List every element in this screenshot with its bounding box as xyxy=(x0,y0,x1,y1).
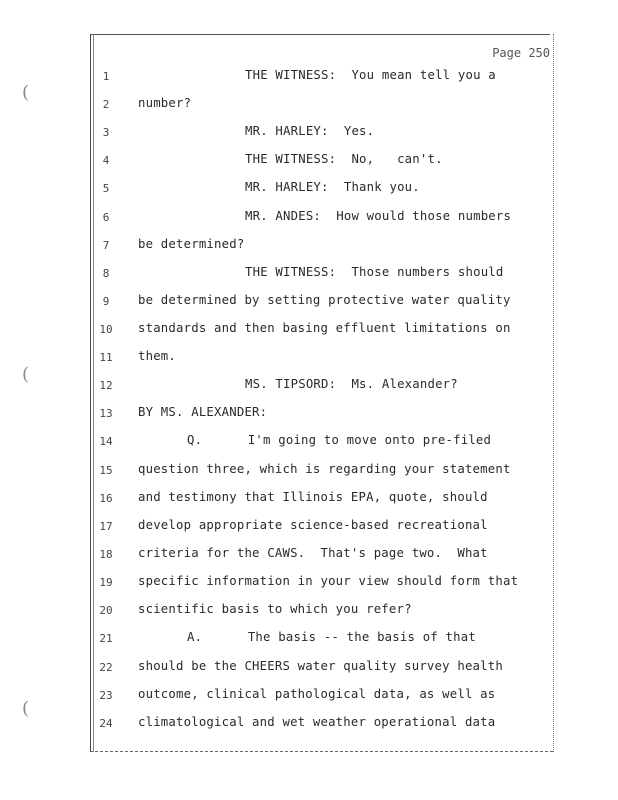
line-number: 23 xyxy=(99,689,113,702)
line-number: 12 xyxy=(99,379,113,392)
line-number: 11 xyxy=(99,351,113,364)
transcript-line: question three, which is regarding your statement xyxy=(138,462,511,476)
page-frame-left-inner xyxy=(93,34,94,752)
transcript-line: THE WITNESS: Those numbers should xyxy=(245,265,504,279)
transcript-line: THE WITNESS: No, can't. xyxy=(245,152,443,166)
transcript-line: Q. I'm going to move onto pre-filed xyxy=(187,433,492,447)
line-number: 13 xyxy=(99,407,113,420)
transcript-line: THE WITNESS: You mean tell you a xyxy=(245,68,496,82)
transcript-line: be determined by setting protective water quality xyxy=(138,293,511,307)
transcript-line: A. The basis -- the basis of that xyxy=(187,630,476,644)
line-number: 18 xyxy=(99,548,113,561)
transcript-line: climatological and wet weather operational data xyxy=(138,715,496,729)
transcript-line: standards and then basing effluent limitations on xyxy=(138,321,511,335)
line-number: 10 xyxy=(99,323,113,336)
page-frame-bottom xyxy=(90,751,553,752)
transcript-line: specific information in your view should form that xyxy=(138,574,519,588)
line-number: 20 xyxy=(99,604,113,617)
line-number: 22 xyxy=(99,661,113,674)
transcript-line: criteria for the CAWS. That's page two. What xyxy=(138,546,488,560)
line-number: 16 xyxy=(99,492,113,505)
line-number: 7 xyxy=(102,239,110,252)
transcript-line: them. xyxy=(138,349,177,363)
binder-hole-mark: ( xyxy=(22,364,30,385)
line-number: 3 xyxy=(102,126,110,139)
line-number: 4 xyxy=(102,154,110,167)
transcript-line: should be the CHEERS water quality survey health xyxy=(138,659,503,673)
line-number: 5 xyxy=(102,182,110,195)
transcript-line: be determined? xyxy=(138,237,245,251)
line-number: 14 xyxy=(99,435,113,448)
line-number: 9 xyxy=(102,295,110,308)
transcript-line: MR. HARLEY: Thank you. xyxy=(245,180,420,194)
transcript-line: number? xyxy=(138,96,192,110)
page-frame-left xyxy=(90,34,91,752)
transcript-line: BY MS. ALEXANDER: xyxy=(138,405,268,419)
transcript-line: and testimony that Illinois EPA, quote, should xyxy=(138,490,488,504)
page-frame-right xyxy=(553,34,554,752)
page-frame-top xyxy=(90,34,550,35)
binder-hole-mark: ( xyxy=(22,82,30,103)
line-number: 8 xyxy=(102,267,110,280)
line-number: 1 xyxy=(102,70,110,83)
transcript-line: outcome, clinical pathological data, as well as xyxy=(138,687,496,701)
transcript-line: MR. ANDES: How would those numbers xyxy=(245,209,512,223)
line-number: 21 xyxy=(99,632,113,645)
line-number: 24 xyxy=(99,717,113,730)
transcript-line: develop appropriate science-based recreational xyxy=(138,518,488,532)
transcript-line: scientific basis to which you refer? xyxy=(138,602,412,616)
transcript-line: MR. HARLEY: Yes. xyxy=(245,124,375,138)
page-number: Page 250 xyxy=(492,46,550,60)
line-number: 19 xyxy=(99,576,113,589)
binder-hole-mark: ( xyxy=(22,698,30,719)
line-number: 6 xyxy=(102,211,110,224)
line-number: 2 xyxy=(102,98,110,111)
line-number: 17 xyxy=(99,520,113,533)
transcript-line: MS. TIPSORD: Ms. Alexander? xyxy=(245,377,458,391)
line-number: 15 xyxy=(99,464,113,477)
